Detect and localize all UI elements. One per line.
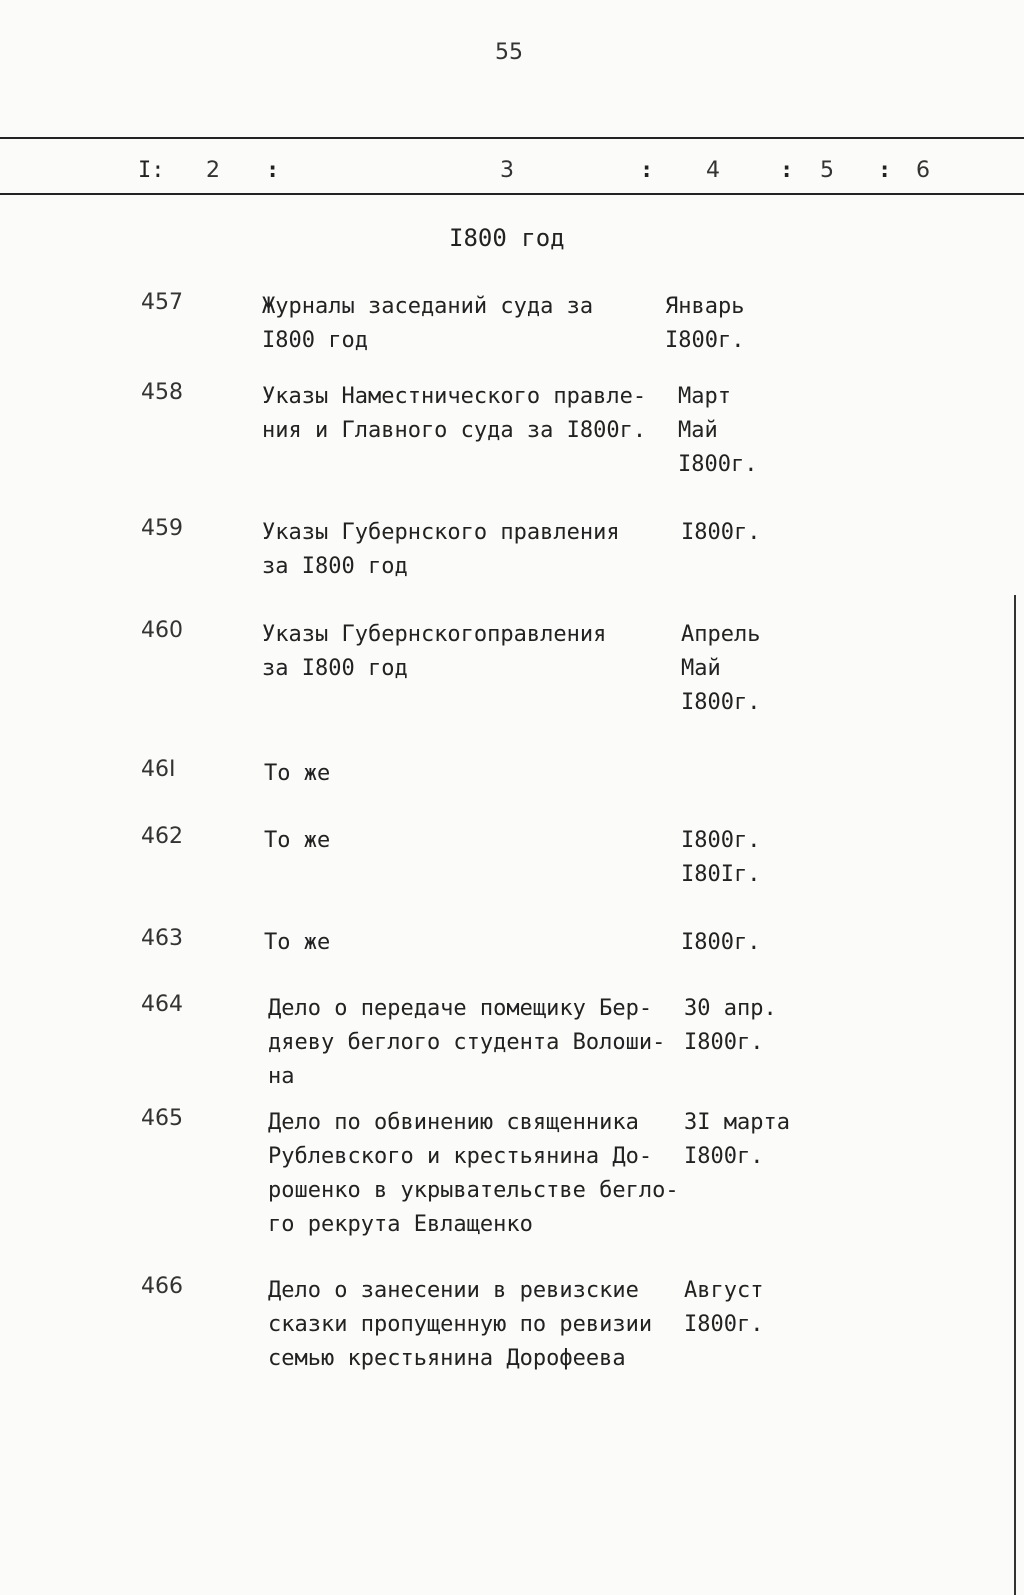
description-line: за I800 год (262, 554, 408, 579)
section-title: I800 год (449, 224, 565, 252)
description-line: за I800 год (262, 656, 408, 681)
entry-number: 459 (141, 516, 183, 541)
description-line: Указы Наместнического правле- (262, 384, 647, 409)
column-header-1: I: (138, 158, 165, 183)
entry-date (684, 992, 777, 1060)
description-line: Журналы заседаний суда за (262, 294, 594, 319)
date-line: I800г. (681, 690, 761, 715)
page-number: 55 (495, 40, 523, 65)
date-line: Апрель (681, 622, 761, 647)
entry-number: 460 (141, 618, 183, 643)
entry-date (681, 516, 760, 550)
entry-number: 458 (141, 380, 183, 405)
entry-number: 463 (141, 926, 183, 951)
column-separator: : (780, 158, 794, 183)
date-line: Март (678, 384, 731, 409)
column-header-3: 3 (500, 158, 514, 183)
date-line: I800г. (681, 828, 761, 853)
entry-description (268, 1274, 652, 1376)
date-line: 3I марта (684, 1110, 790, 1135)
date-line: 30 апр. (684, 996, 777, 1021)
description-line: То же (264, 828, 331, 853)
entry-description (262, 516, 620, 584)
description-line: рошенко в укрывательстве бегло- (268, 1178, 679, 1203)
description-line: I800 год (262, 328, 368, 353)
entry-number: 462 (141, 824, 183, 849)
entry-description (268, 992, 665, 1094)
description-line: Указы Губернскогоправления (262, 622, 607, 647)
entry-date (684, 1106, 790, 1174)
column-separator: : (640, 158, 654, 183)
description-line: сказки пропущенную по ревизии (268, 1312, 653, 1337)
date-line: I800г. (665, 328, 745, 353)
entry-date (684, 1274, 763, 1342)
description-line: То же (264, 930, 331, 955)
description-line: Рублевского и крестьянина До- (268, 1144, 653, 1169)
entry-number: 464 (141, 992, 183, 1017)
column-header-2: 2 (206, 158, 220, 183)
date-line: I80Iг. (681, 862, 761, 887)
entry-number: 465 (141, 1106, 183, 1131)
header-top-rule (0, 137, 1024, 139)
entry-description (264, 824, 330, 858)
description-line: го рекрута Евлащенко (268, 1212, 533, 1237)
date-line: Май (681, 656, 721, 681)
date-line: I800г. (681, 520, 761, 545)
entry-number: 466 (141, 1274, 183, 1299)
header-bottom-rule (0, 193, 1024, 195)
entry-number: 46I (141, 757, 176, 782)
entry-description (262, 380, 646, 448)
date-line: Январь (665, 294, 745, 319)
description-line: Дело о передаче помещику Бер- (268, 996, 653, 1021)
entry-date (681, 618, 760, 720)
date-line: I800г. (681, 930, 761, 955)
description-line: семью крестьянина Дорофеева (268, 1346, 626, 1371)
entry-date (665, 290, 744, 358)
date-line: I800г. (684, 1144, 764, 1169)
description-line: То же (264, 761, 331, 786)
entry-description (264, 757, 330, 791)
entry-number: 457 (141, 290, 183, 315)
date-line: I800г. (678, 452, 758, 477)
date-line: I800г. (684, 1030, 764, 1055)
column-header-5: 5 (820, 158, 834, 183)
entry-description (268, 1106, 679, 1242)
description-line: Дело о занесении в ревизские (268, 1278, 639, 1303)
page-edge-line (1014, 595, 1016, 1595)
description-line: дяеву беглого студента Волоши- (268, 1030, 666, 1055)
description-line: Дело по обвинению священника (268, 1110, 639, 1135)
date-line: Август (684, 1278, 764, 1303)
description-line: ния и Главного суда за I800г. (262, 418, 647, 443)
column-separator: : (266, 158, 280, 183)
column-separator: : (878, 158, 892, 183)
date-line: I800г. (684, 1312, 764, 1337)
entry-description (262, 618, 606, 686)
description-line: Указы Губернского правления (262, 520, 620, 545)
column-header-4: 4 (706, 158, 720, 183)
entry-date (681, 824, 760, 892)
entry-date (681, 926, 760, 960)
column-header-6: 6 (916, 158, 930, 183)
entry-date (678, 380, 757, 482)
description-line: на (268, 1064, 295, 1089)
entry-description (262, 290, 593, 358)
date-line: Май (678, 418, 718, 443)
entry-description (264, 926, 330, 960)
